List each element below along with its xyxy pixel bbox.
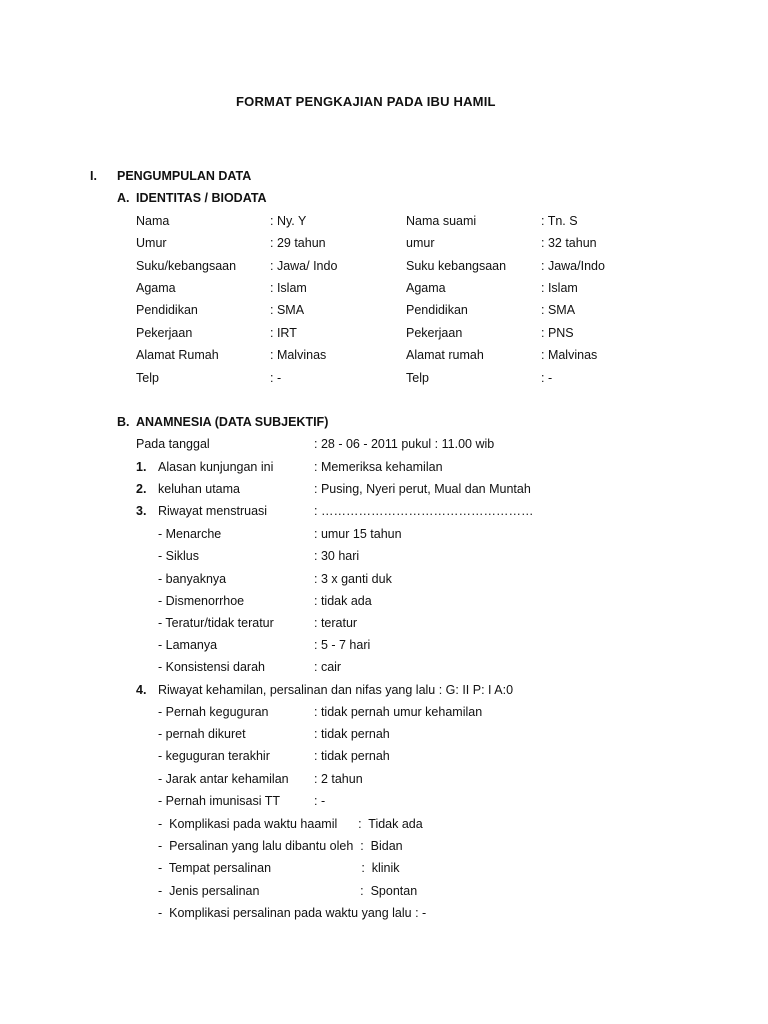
- list-item: - Tempat persalinan : klinik: [158, 861, 400, 875]
- date-label: Pada tanggal: [136, 437, 210, 451]
- ibu-value: : Malvinas: [270, 348, 327, 362]
- section-a-heading: IDENTITAS / BIODATA: [136, 191, 267, 205]
- ibu-value: : -: [270, 371, 282, 385]
- ibu-label: Alamat Rumah: [136, 348, 219, 362]
- list-item-value: : 3 x ganti duk: [314, 572, 392, 586]
- ibu-value: : Ny. Y: [270, 214, 307, 228]
- ibu-label: Telp: [136, 371, 159, 385]
- ibu-label: Agama: [136, 281, 176, 295]
- ibu-label: Pendidikan: [136, 303, 198, 317]
- ibu-label: Nama: [136, 214, 170, 228]
- list-item-value: : 30 hari: [314, 549, 360, 563]
- item-number: 4.: [136, 683, 147, 697]
- suami-label: Pendidikan: [406, 303, 468, 317]
- ibu-value: : Islam: [270, 281, 307, 295]
- list-item-value: : cair: [314, 660, 342, 674]
- section-1-heading: PENGUMPULAN DATA: [117, 169, 252, 183]
- list-item-label: - Lamanya: [158, 638, 218, 652]
- ibu-value: : SMA: [270, 303, 305, 317]
- list-item-label: - Pernah keguguran: [158, 705, 269, 719]
- section-1-number: I.: [90, 169, 97, 183]
- suami-label: Suku kebangsaan: [406, 259, 507, 273]
- list-item-value: : umur 15 tahun: [314, 527, 402, 541]
- list-item-value: : 5 - 7 hari: [314, 638, 371, 652]
- section-a-letter: A.: [117, 191, 130, 205]
- list-item-label: - keguguran terakhir: [158, 749, 270, 763]
- ibu-label: Pekerjaan: [136, 326, 193, 340]
- suami-label: Nama suami: [406, 214, 477, 228]
- list-item-value: : tidak pernah umur kehamilan: [314, 705, 483, 719]
- list-item-label: - Dismenorrhoe: [158, 594, 245, 608]
- item-value: : ……………………………………………: [314, 504, 534, 518]
- list-item-value: : -: [314, 794, 326, 808]
- item-number: 1.: [136, 460, 147, 474]
- item-label: Alasan kunjungan ini: [158, 460, 274, 474]
- suami-value: : -: [541, 371, 553, 385]
- list-item-value: : 2 tahun: [314, 772, 363, 786]
- item-value: : Pusing, Nyeri perut, Mual dan Muntah: [314, 482, 531, 496]
- list-item: - Jenis persalinan : Spontan: [158, 884, 418, 898]
- list-item-value: : teratur: [314, 616, 358, 630]
- list-item-value: : tidak ada: [314, 594, 372, 608]
- suami-value: : Malvinas: [541, 348, 598, 362]
- date-value: : 28 - 06 - 2011 pukul : 11.00 wib: [314, 437, 495, 451]
- suami-value: : Islam: [541, 281, 578, 295]
- list-item-label: - Konsistensi darah: [158, 660, 266, 674]
- suami-label: Alamat rumah: [406, 348, 484, 362]
- list-item-label: - Jarak antar kehamilan: [158, 772, 289, 786]
- list-item-label: - pernah dikuret: [158, 727, 246, 741]
- list-item-label: - Teratur/tidak teratur: [158, 616, 274, 630]
- suami-label: Agama: [406, 281, 446, 295]
- list-item-value: : tidak pernah: [314, 749, 390, 763]
- item-number: 3.: [136, 504, 147, 518]
- item-label: Riwayat menstruasi: [158, 504, 268, 518]
- ibu-value: : IRT: [270, 326, 297, 340]
- document-title: FORMAT PENGKAJIAN PADA IBU HAMIL: [236, 94, 496, 109]
- suami-value: : PNS: [541, 326, 574, 340]
- list-item-label: - Menarche: [158, 527, 222, 541]
- list-item: - Komplikasi pada waktu haamil : Tidak ada: [158, 817, 423, 831]
- list-item-label: - Siklus: [158, 549, 199, 563]
- suami-value: : 32 tahun: [541, 236, 597, 250]
- item-label: keluhan utama: [158, 482, 241, 496]
- ibu-value: : Jawa/ Indo: [270, 259, 338, 273]
- list-item: - Komplikasi persalinan pada waktu yang lalu : -: [158, 906, 427, 920]
- ibu-value: : 29 tahun: [270, 236, 326, 250]
- list-item-label: - banyaknya: [158, 572, 227, 586]
- section-b-letter: B.: [117, 415, 130, 429]
- list-item-value: : tidak pernah: [314, 727, 390, 741]
- suami-label: Pekerjaan: [406, 326, 463, 340]
- ibu-label: Umur: [136, 236, 167, 250]
- suami-label: umur: [406, 236, 435, 250]
- item-value: : Memeriksa kehamilan: [314, 460, 443, 474]
- suami-label: Telp: [406, 371, 429, 385]
- list-item: - Persalinan yang lalu dibantu oleh : Bidan: [158, 839, 403, 853]
- list-item-label: - Pernah imunisasi TT: [158, 794, 281, 808]
- suami-value: : Tn. S: [541, 214, 578, 228]
- item-label: Riwayat kehamilan, persalinan dan nifas yang lalu : G: II P: I A:0: [158, 683, 514, 697]
- suami-value: : Jawa/Indo: [541, 259, 605, 273]
- section-b-heading: ANAMNESIA (DATA SUBJEKTIF): [136, 415, 329, 429]
- suami-value: : SMA: [541, 303, 576, 317]
- item-number: 2.: [136, 482, 147, 496]
- ibu-label: Suku/kebangsaan: [136, 259, 237, 273]
